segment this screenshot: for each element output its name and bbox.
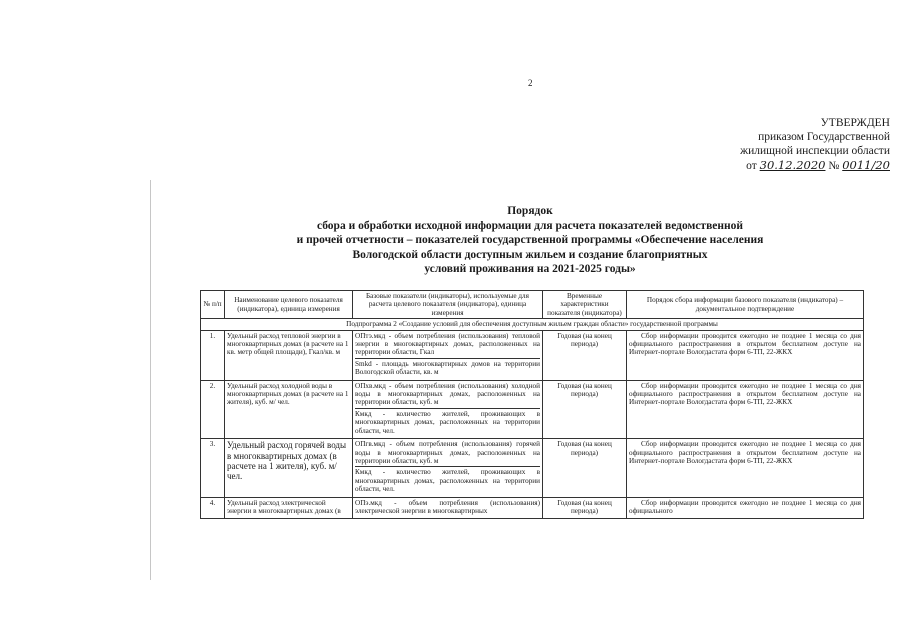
base-indicator: ОПхв.мкд - объем потребления (использования) холодной воды в многоквартирных домах, расположенных на территории области, куб. м [355, 382, 540, 409]
approval-line-1: УТВЕРЖДЕН [820, 117, 890, 129]
base-indicator: Кмкд - количество жителей, проживающих в многоквартирных домах, расположенных на территории области, чел. [355, 468, 540, 494]
title-line-3: и прочей отчетности – показателей государственной программы «Обеспечение населения [296, 234, 764, 246]
row-num: 3. [201, 439, 225, 497]
approval-date-line [690, 158, 890, 173]
subprogram-title: Подпрограмма 2 «Создание условий для обеспечения доступным жильем граждан области» государственной программы [201, 319, 864, 330]
header-time: Временные характеристики показателя (индикатора) [543, 291, 627, 319]
base-indicator: ОПэ.мкд - объем потребления (использования) электрической энергии в многоквартирных [355, 498, 540, 515]
row-base-indicators [353, 497, 543, 519]
subprogram-row [201, 319, 864, 330]
row-procedure: Сбор информации проводится ежегодно не позднее 1 месяца со дня официального [627, 497, 864, 519]
row-time: Годовая (на конец периода) [543, 439, 627, 497]
header-procedure: Порядок сбора информации базового показателя (индикатора) – документальное подтверждение [627, 291, 864, 319]
table-row [201, 497, 864, 519]
row-num: 1. [201, 330, 225, 380]
row-procedure: Сбор информации проводится ежегодно не позднее 1 месяца со дня официального распространения в открытом бесплатном доступе на Интернет-портале Вологдастата форм 6-ТП, 22-ЖКХ [627, 380, 864, 438]
header-name: Наименование целевого показателя (индикатора), единица измерения [225, 291, 353, 319]
row-base-indicators [353, 380, 543, 438]
title-line-5: условий проживания на 2021-2025 годы» [424, 263, 636, 275]
approval-stamp [690, 116, 890, 173]
approval-number-label: № [828, 160, 840, 172]
row-num: 2. [201, 380, 225, 438]
approval-from-label: от [746, 160, 757, 172]
approval-line-2: приказом Государственной [758, 131, 890, 143]
document-title [250, 204, 810, 277]
row-procedure: Сбор информации проводится ежегодно не позднее 1 месяца со дня официального распространения в открытом бесплатном доступе на Интернет-портале Вологдастата форм 6-ТП, 22-ЖКХ [627, 330, 864, 380]
title-line-4: Вологодской области доступным жильем и создание благоприятных [352, 248, 708, 261]
row-time: Годовая (на конец периода) [543, 497, 627, 519]
row-base-indicators [353, 439, 543, 497]
page-number: 2 [528, 78, 533, 88]
title-line-1: Порядок [507, 205, 553, 217]
base-indicator: Кмкд - количество жителей, проживающих в многоквартирных домах, расположенных на территории области, чел. [355, 409, 540, 435]
row-time: Годовая (на конец периода) [543, 330, 627, 380]
row-indicator-name: Удельный расход электрической энергии в многоквартирных домах (в [225, 497, 353, 519]
row-indicator-name: Удельный расход холодной воды в многоквартирных домах (в расчете на 1 жителя), куб. м/ чел. [225, 380, 353, 438]
row-procedure: Сбор информации проводится ежегодно не позднее 1 месяца со дня официального распространения в открытом бесплатном доступе на Интернет-портале Вологдастата форм 6-ТП, 22-ЖКХ [627, 439, 864, 497]
table-row [201, 330, 864, 380]
base-indicator: ОПтэ.мкд - объем потребления (использования) тепловой энергии в многоквартирных домах, расположенных на территории области, Гкал [355, 332, 540, 359]
table-header-row [201, 291, 864, 319]
indicator-table [200, 290, 864, 519]
approval-line-3: жилищной инспекции области [740, 145, 890, 157]
row-base-indicators [353, 330, 543, 380]
approval-date: 30.12.2020 [759, 158, 826, 172]
header-num: № п/п [201, 291, 225, 319]
row-time: Годовая (на конец периода) [543, 380, 627, 438]
row-indicator-name: Удельный расход горячей воды в многоквартирных домах (в расчете на 1 жителя), куб. м/ чел. [225, 439, 353, 497]
header-base: Базовые показатели (индикаторы), используемые для расчета целевого показателя (индикатора), единица измерения [353, 291, 543, 319]
table-row [201, 380, 864, 438]
base-indicator: ОПгв.мкд - объем потребления (использования) горячей воды в многоквартирных домах, расположенных на территории области, куб. м [355, 440, 540, 467]
row-num: 4. [201, 497, 225, 519]
row-indicator-name: Удельный расход тепловой энергии в многоквартирных домах (в расчете на 1 кв. метр общей площади), Гкал/кв. м [225, 330, 353, 380]
approval-number: 0011/20 [842, 158, 890, 172]
scan-margin-line [150, 180, 151, 580]
table-row [201, 439, 864, 497]
title-line-2: сбора и обработки исходной информации для расчета показателей ведомственной [316, 219, 744, 232]
base-indicator: Smkd - площадь многоквартирных домов на территории Вологодской области, кв. м [355, 359, 540, 377]
